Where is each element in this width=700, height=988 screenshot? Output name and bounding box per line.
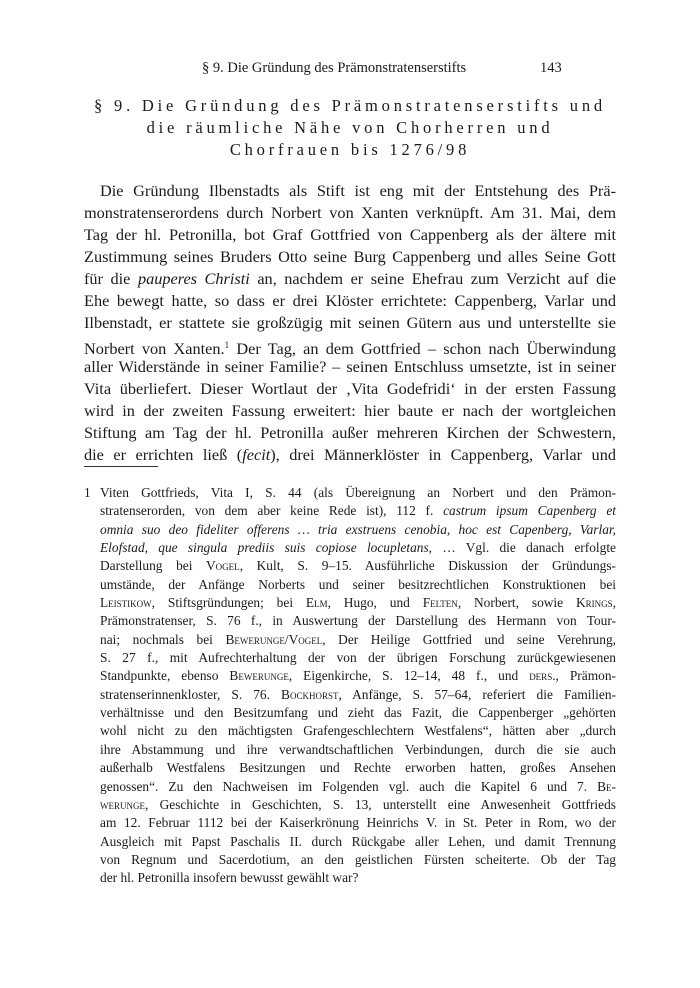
footnote-text: , Eigenkirche, S. 12–14, 48 f., und	[288, 668, 530, 684]
footnote-line	[84, 557, 616, 575]
footnote-line: Prämonstratenser, S. 76 f., in Auswertung der Darstellung des Hermann von Tour-	[100, 613, 616, 629]
heading-line-2: die räumliche Nähe von Chorherren und	[146, 118, 554, 137]
footnote-reference[interactable]: 1	[224, 340, 230, 350]
author-name: Bewerunge	[229, 668, 289, 684]
author-name: ders	[529, 668, 553, 684]
author-name: Felten	[422, 595, 458, 611]
body-line: Ilbenstadt, er stattete sie großzügig mit seinen Gütern aus und unterstellte sie	[84, 313, 616, 332]
footnote-line	[84, 631, 616, 649]
body-text-fragment: ), drei Männerklöster in Cappenberg, Varlar und	[270, 445, 616, 464]
author-name: Leistikow	[100, 595, 152, 611]
author-name: werunge	[100, 796, 145, 812]
body-line	[84, 444, 616, 466]
body-line: Tag der hl. Petronilla, bot Graf Gottfried von Cappenberg als der ältere mit	[84, 225, 616, 244]
footnote-line: wohl nicht zu den mächtigsten Grafengeschlechtern Westfalens“, hätten aber „durch	[100, 723, 616, 739]
footnote-text: , Norbert, sowie	[457, 595, 576, 611]
author-name: Elm	[305, 595, 328, 611]
body-line: Ehe bewegt hatte, so dass er drei Klöster errichtete: Cappenberg, Varlar und	[84, 291, 616, 310]
running-title: § 9. Die Gründung des Prämonstratenserstifts	[202, 60, 467, 76]
footnote-text: nai; nochmals bei	[100, 631, 226, 647]
body-line: monstratenserordens durch Norbert von Xanten verknüpft. Am 31. Mai, dem	[84, 203, 616, 222]
body-text-fragment: Der Tag, an dem Gottfried – schon nach Überwindung	[229, 339, 616, 358]
footnote-line: umstände, der Anfänge Norberts und seiner besitzrechtlichen Konstruktionen bei	[100, 576, 616, 592]
footnote-text: , Anfänge, S. 57–64, referiert die Familien-	[338, 686, 617, 702]
page-number: 143	[540, 60, 562, 76]
body-line: Zustimmung seines Bruders Otto seine Burg Cappenberg und alles Seine Gott	[84, 247, 616, 266]
body-text-fragment: Norbert von Xanten.	[84, 339, 225, 358]
body-text-fragment: an, nachdem er seine Ehefrau zum Verzicht auf die	[249, 269, 617, 288]
section-heading	[84, 95, 616, 161]
footnote-line: verhältnisse und den Besitzumfang und zieht das Fazit, die Cappenberger „gehörten	[100, 705, 616, 721]
footnote-text: ,	[612, 595, 616, 611]
body-line: Stiftung am Tag der hl. Petronilla außer mehreren Kirchen der Schwestern,	[84, 423, 616, 442]
footnote-text: Darstellung bei	[100, 558, 207, 574]
author-name: Bockhorst	[281, 686, 339, 702]
footnote-text: , Geschichte in Geschichten, S. 13, unterstellt eine Anwesenheit Gottfrieds	[145, 796, 616, 812]
body-line: wird in der zweiten Fassung erweitert: hier baute er nach der wortgleichen	[84, 401, 616, 420]
body-line: Vita überliefert. Dieser Wortlaut der ‚Vita Godefridi‘ in der ersten Fassung	[84, 379, 616, 398]
footnote-text: stratenserorden, von dem aber keine Rede ist), 112 f.	[100, 503, 434, 519]
footnote-text: … Vgl. die danach erfolgte	[432, 540, 616, 556]
footnote-line	[84, 484, 616, 502]
footnote-line	[84, 502, 616, 520]
running-head	[0, 60, 700, 80]
footnote-text: stratenserinnenkloster, S. 76.	[100, 686, 282, 702]
body-line	[84, 334, 616, 356]
footnote-line	[84, 796, 616, 814]
footnote-quote: castrum ipsum Capenberg et	[443, 503, 616, 519]
author-name: Bewerunge/Vogel	[225, 631, 323, 647]
body-text-fragment: für die	[84, 269, 138, 288]
footnote-line	[84, 667, 616, 685]
footnote-quote: Elofstad, que singula prediis suis copiose locupletans,	[100, 540, 433, 556]
footnote-text: , Der Heilige Gottfried und seine Verehrung,	[322, 631, 616, 647]
footnote-number: 1	[84, 485, 91, 500]
italic-phrase: fecit	[242, 445, 271, 464]
footnote-line: der hl. Petronilla insofern bewusst gewählt war?	[100, 870, 359, 886]
footnote-text: genossen“. Zu den Nachweisen im Folgenden vgl. auch die Kapitel 6 und 7.	[100, 778, 598, 794]
footnote-text: , Kult, S. 9–15. Ausführliche Diskussion der Gründungs-	[239, 558, 616, 574]
footnote-line: Ausgleich mit Papst Paschalis II. durch Rückgabe aller Lehen, und damit Trennung	[100, 833, 616, 849]
footnote-quote: omnia suo deo fideliter offerens … tria exstruens cenobia, hoc est Capenberg, Varlar,	[100, 521, 616, 537]
body-paragraph	[84, 180, 616, 466]
footnote-text: , Hugo, und	[327, 595, 423, 611]
footnote-line	[84, 778, 616, 796]
footnote-line	[84, 539, 616, 557]
footnote	[84, 484, 616, 888]
footnote-text: , Stiftsgründungen; bei	[151, 595, 306, 611]
body-line	[84, 268, 616, 290]
heading-line-1: § 9. Die Gründung des Prämonstratenserstifts und	[94, 96, 606, 115]
heading-line-3: Chorfrauen bis 1276/98	[229, 140, 471, 159]
footnote-line: am 12. Februar 1112 bei der Kaiserkrönung Heinrichs V. in St. Peter in Rom, wo der	[100, 815, 616, 831]
footnote-text: ., Prämon-	[552, 668, 616, 684]
author-name: Krings	[575, 595, 613, 611]
footnote-line: ihre Abstammung und ihre verwandtschaftlichen Verbindungen, durch die sie auch	[100, 741, 616, 757]
footnote-line	[84, 686, 616, 704]
footnote-text: Viten Gottfrieds, Vita I, S. 44 (als Übereignung an Norbert und den Prämon-	[100, 485, 616, 500]
footnote-line: von Regnum und Sacerdotium, an den geistlichen Fürsten scheiterte. Ob der Tag	[100, 851, 616, 867]
author-name: Be-	[597, 778, 616, 794]
footnote-line	[84, 594, 616, 612]
author-name: Vogel	[206, 558, 240, 574]
italic-phrase: pauperes Christi	[137, 269, 250, 288]
footnote-line: außerhalb Westfalens Besitzungen und Rechte erworben hatten, großes Ansehen	[100, 760, 616, 776]
body-line: Die Gründung Ilbenstadts als Stift ist eng mit der Entstehung des Prä-	[100, 181, 616, 200]
body-text-fragment: die er errichten ließ (	[84, 445, 243, 464]
footnote-text: Standpunkte, ebenso	[100, 668, 230, 684]
footnote-line: S. 27 f., mit Aufrechterhaltung der von der übrigen Forschung zurückgewiesenen	[100, 650, 616, 666]
body-line: aller Widerstände in seiner Familie? – seinen Entschluss umsetzte, ist in seiner	[84, 357, 616, 376]
footnote-separator	[84, 466, 158, 467]
